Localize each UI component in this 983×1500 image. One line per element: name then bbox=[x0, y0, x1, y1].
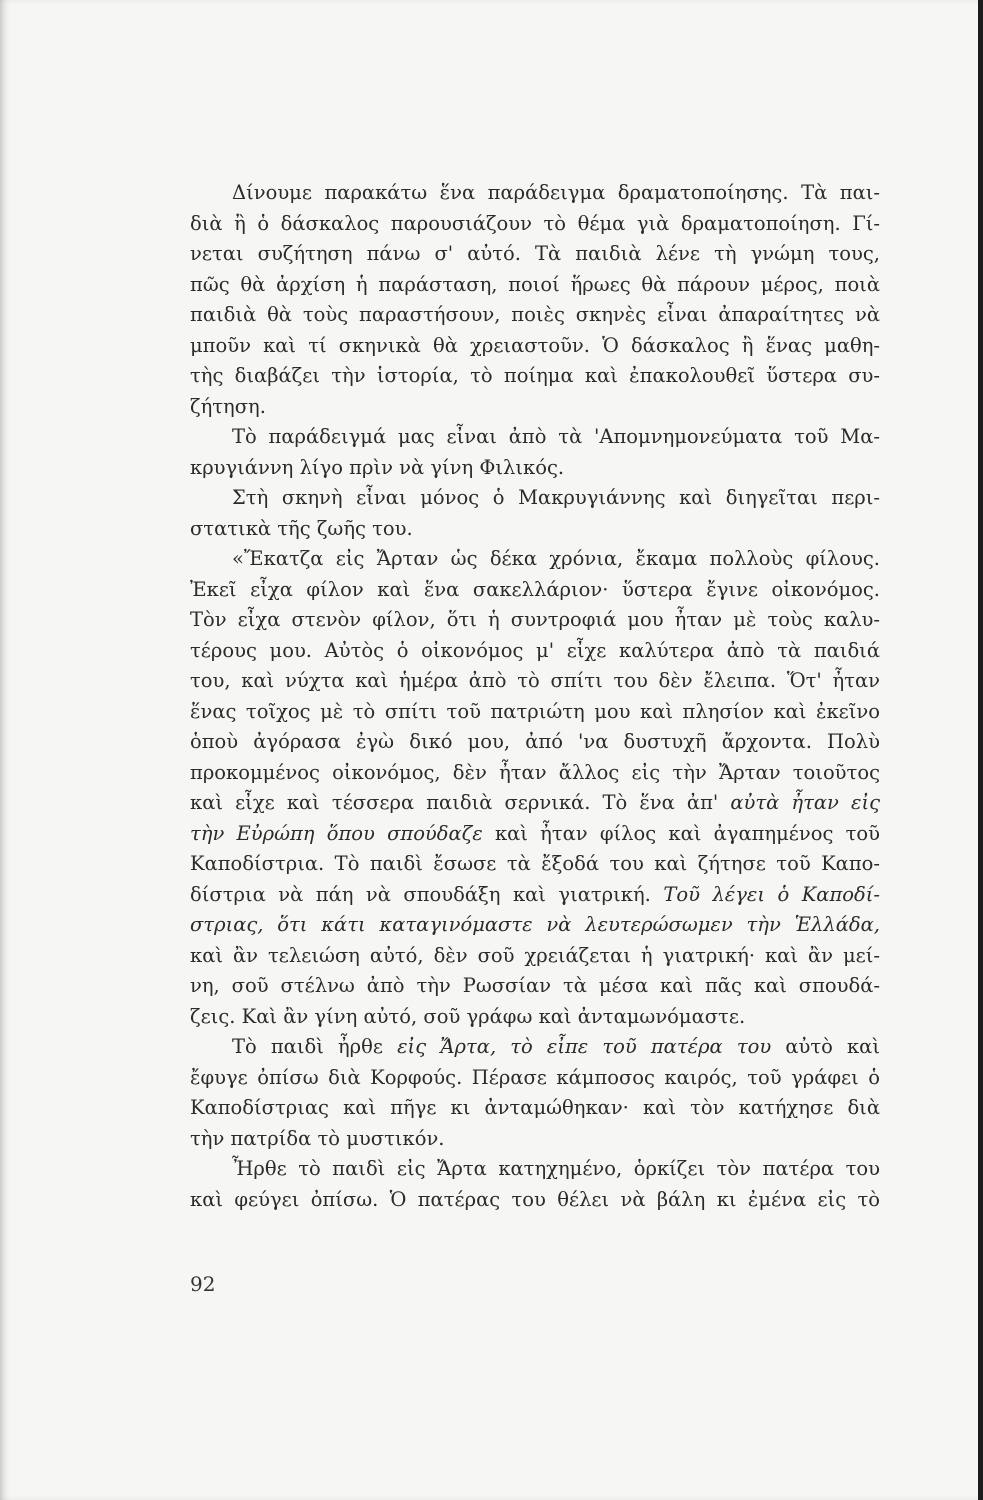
text-line: Ἦρθε τὸ παιδὶ εἰς Ἄρτα κατηχημένο, ὁρκίζει τὸν πατέρα του bbox=[232, 1157, 880, 1180]
paragraph-4-quote bbox=[190, 544, 880, 1032]
paragraph-1 bbox=[190, 178, 880, 422]
italic-run: Τοῦ λέγει ὁ Καποδί- bbox=[663, 882, 881, 906]
text-line: καὶ φεύγει ὀπίσω. Ὁ πατέρας του θέλει νὰ βάλη κι ἐμένα εἰς τὸ bbox=[190, 1187, 880, 1211]
text-line: τὴν πατρίδα τὸ μυστικόν. bbox=[190, 1126, 445, 1150]
page-body-text bbox=[190, 178, 880, 1215]
text-line: κρυγιάννη λίγο πρὶν νὰ γίνη Φιλικός. bbox=[190, 455, 565, 479]
text-line: Τὸ παράδειγμά μας εἶναι ἀπὸ τὰ 'Απομνημονεύματα τοῦ Μα- bbox=[232, 425, 880, 448]
text-line: καὶ ἂν τελειώση αὐτό, δὲν σοῦ χρειάζεται ἡ γιατρική· καὶ ἂν μεί- bbox=[190, 943, 880, 967]
text-line: Στὴ σκηνὴ εἶναι μόνος ὁ Μακρυγιάννης καὶ διηγεῖται περι- bbox=[232, 486, 880, 509]
text-line: Καποδίστριας καὶ πῆγε κι ἀνταμώθηκαν· καὶ τὸν κατήχησε διὰ bbox=[190, 1096, 880, 1119]
text-line: ζήτηση. bbox=[190, 394, 266, 418]
text-run: δίστρια νὰ πάη νὰ σπουδάξη καὶ γιατρική. bbox=[190, 882, 651, 906]
text-line bbox=[190, 788, 880, 819]
text-line: ὁποὺ ἀγόρασα ἐγὼ δικό μου, ἀπό 'να δυστυχῆ ἄρχοντα. Πολὺ bbox=[190, 730, 880, 753]
text-line: τέρους μου. Αὐτὸς ὁ οἰκονόμος μ' εἶχε καλύτερα ἀπὸ τὰ παιδιά bbox=[190, 638, 880, 662]
text-line: στριας, ὅτι κάτι καταγινόμαστε νὰ λευτερώσωμεν τὴν Ἑλλάδα, bbox=[190, 913, 880, 936]
text-line bbox=[190, 880, 880, 911]
text-line: διὰ ἢ ὁ δάσκαλος παρουσιάζουν τὸ θέμα γιὰ δραματοποίηση. Γί- bbox=[190, 211, 880, 235]
paragraph-6 bbox=[190, 1154, 880, 1215]
text-line bbox=[190, 819, 880, 850]
text-run: αὐτὸ καὶ bbox=[785, 1035, 880, 1058]
text-line: στατικὰ τῆς ζωῆς του. bbox=[190, 516, 413, 540]
text-line: Καποδίστρια. Τὸ παιδὶ ἔσωσε τὰ ἔξοδά του καὶ ζήτησε τοῦ Καπο- bbox=[190, 852, 880, 875]
italic-run: αὐτὰ ἦταν εἰς bbox=[730, 791, 881, 814]
text-line: ἔφυγε ὀπίσω διὰ Κορφούς. Πέρασε κάμποσος καιρός, τοῦ γράφει ὁ bbox=[190, 1065, 880, 1089]
text-line: νεται συζήτηση πάνω σ' αὐτό. Τὰ παιδιὰ λένε τὴ γνώμη τους, bbox=[190, 242, 880, 265]
page-number: 92 bbox=[190, 1272, 216, 1296]
text-line: παιδιὰ θὰ τοὺς παραστήσουν, ποιὲς σκηνὲς εἶναι ἀπαραίτητες νὰ bbox=[190, 303, 880, 326]
italic-run: τὴν Εὐρώπη ὅπου σπούδαζε bbox=[190, 821, 483, 845]
text-line: μποῦν καὶ τί σκηνικὰ θὰ χρειαστοῦν. Ὁ δάσκαλος ἢ ἕνας μαθη- bbox=[190, 333, 880, 357]
text-line: προκομμένος οἰκονόμος, δὲν ἦταν ἄλλος εἰς τὴν Ἄρταν τοιοῦτος bbox=[190, 760, 880, 784]
text-line: του, καὶ νύχτα καὶ ἡμέρα ἀπὸ τὸ σπίτι του δὲν ἔλειπα. Ὅτ' ἦταν bbox=[190, 669, 880, 692]
text-line: Τὸν εἶχα στενὸν φίλον, ὅτι ἡ συντροφιά μου ἦταν μὲ τοὺς καλυ- bbox=[190, 608, 880, 631]
italic-run: εἰς Ἄρτα, τὸ εἶπε τοῦ πατέρα του bbox=[397, 1035, 772, 1058]
paragraph-2 bbox=[190, 422, 880, 483]
scan-edge bbox=[978, 0, 983, 1500]
text-line: πῶς θὰ ἀρχίση ἡ παράσταση, ποιοί ἥρωες θὰ πάρουν μέρος, ποιὰ bbox=[190, 272, 880, 296]
text-line: νη, σοῦ στέλνω ἀπὸ τὴν Ρωσσίαν τὰ μέσα καὶ πᾶς καὶ σπουδά- bbox=[190, 974, 880, 997]
text-run: Τὸ παιδὶ ἦρθε bbox=[232, 1035, 383, 1058]
text-run: καὶ ἦταν φίλος καὶ ἀγαπημένος τοῦ bbox=[494, 821, 880, 845]
paragraph-5 bbox=[190, 1032, 880, 1154]
text-run: καὶ εἶχε καὶ τέσσερα παιδιὰ σερνικά. Τὸ ἕνα ἀπ' bbox=[190, 791, 719, 814]
text-line bbox=[190, 1032, 880, 1063]
text-line: ἕνας τοῖχος μὲ τὸ σπίτι τοῦ πατριώτη μου καὶ πλησίον καὶ ἐκεῖνο bbox=[190, 699, 880, 723]
text-line: Δίνουμε παρακάτω ἕνα παράδειγμα δραματοποίησης. Τὰ παι- bbox=[232, 181, 880, 204]
text-line: Ἐκεῖ εἶχα φίλον καὶ ἕνα σακελλάριον· ὕστερα ἔγινε οἰκονόμος. bbox=[190, 577, 880, 601]
text-line: ζεις. Καὶ ἂν γίνη αὐτό, σοῦ γράφω καὶ ἀνταμωνόμαστε. bbox=[190, 1004, 746, 1028]
paragraph-3 bbox=[190, 483, 880, 544]
text-line: τὴς διαβάζει τὴν ἱστορία, τὸ ποίημα καὶ ἐπακολουθεῖ ὕστερα συ- bbox=[190, 364, 880, 387]
text-line: «Ἔκατζα εἰς Ἄρταν ὡς δέκα χρόνια, ἔκαμα πολλοὺς φίλους. bbox=[232, 547, 880, 570]
